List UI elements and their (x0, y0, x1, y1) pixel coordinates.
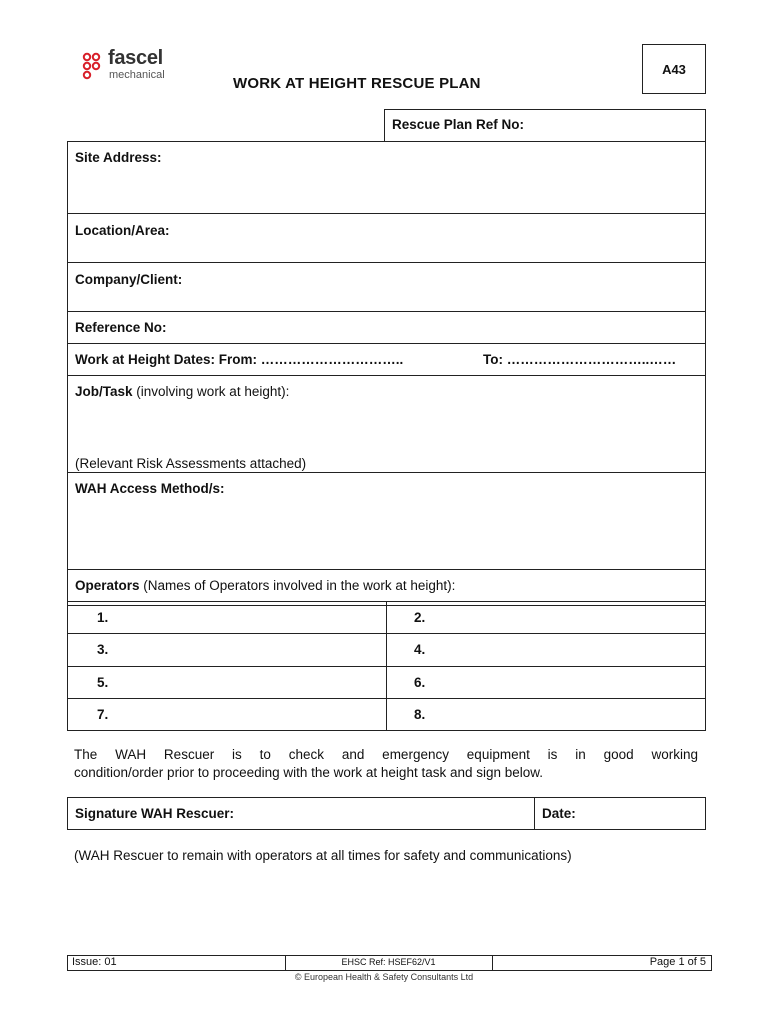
site-address-label: Site Address: (75, 150, 162, 165)
logo-subtitle: mechanical (109, 69, 165, 81)
form-ref-box (642, 44, 706, 94)
instructions-line-1: The WAH Rescuer is to check and emergency equipment is in good working (74, 747, 698, 762)
operators-label (75, 578, 455, 593)
operator-5[interactable]: 5. (97, 675, 109, 690)
logo-brand: fascel (108, 47, 163, 69)
job-task-note: (involving work at height): (132, 384, 290, 399)
operator-3[interactable]: 3. (97, 642, 109, 657)
instructions-paragraph (74, 746, 698, 782)
company-client-label: Company/Client: (75, 272, 183, 287)
rescuer-note: (WAH Rescuer to remain with operators at all times for safety and communications) (74, 848, 572, 863)
operator-7[interactable]: 7. (97, 707, 109, 722)
site-address-field[interactable] (68, 170, 705, 212)
rescue-plan-ref-label: Rescue Plan Ref No: (392, 117, 525, 132)
access-method-label: WAH Access Method/s: (75, 481, 225, 496)
job-task-title: Job/Task (75, 384, 133, 399)
page-title: WORK AT HEIGHT RESCUE PLAN (233, 75, 481, 92)
date-label: Date: (542, 806, 576, 821)
footer-issue: Issue: 01 (72, 956, 117, 968)
job-task-field[interactable] (68, 404, 705, 454)
operator-6[interactable]: 6. (414, 675, 426, 690)
operator-4[interactable]: 4. (414, 642, 426, 657)
footer-page: Page 1 of 5 (649, 956, 706, 968)
form-ref: A43 (662, 61, 686, 77)
operator-8[interactable]: 8. (414, 707, 426, 722)
instructions-line-2: condition/order prior to proceeding with the work at height task and sign below. (74, 765, 544, 780)
location-area-label: Location/Area: (75, 223, 170, 238)
operator-1[interactable]: 1. (97, 610, 109, 625)
date-field[interactable] (585, 798, 705, 829)
wah-dates-to: To: …………………………..…… (483, 352, 677, 367)
footer-ehsc-ref: EHSC Ref: HSEF62/V1 (341, 957, 436, 967)
logo-dots-icon (82, 52, 102, 82)
signature-rescuer-label: Signature WAH Rescuer: (75, 806, 235, 821)
job-task-label (75, 384, 289, 399)
footer-copyright: © European Health & Safety Consultants Ltd (294, 972, 474, 982)
wah-dates-from: Work at Height Dates: From: ………………………….. (75, 352, 404, 367)
access-method-field[interactable] (68, 500, 705, 566)
operators-title: Operators (75, 578, 140, 593)
signature-field[interactable] (260, 798, 532, 829)
operators-note: (Names of Operators involved in the work at height): (139, 578, 456, 593)
company-logo (82, 47, 202, 86)
operator-2[interactable]: 2. (414, 610, 426, 625)
risk-assessment-note: (Relevant Risk Assessments attached) (75, 456, 307, 471)
reference-no-label: Reference No: (75, 320, 167, 335)
